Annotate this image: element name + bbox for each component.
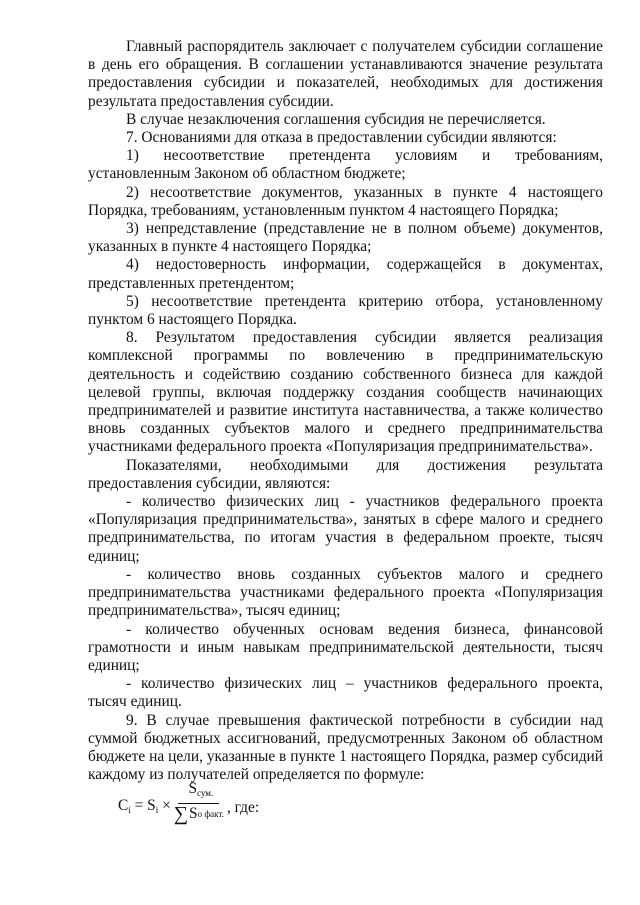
paragraph-refusal-grounds: 7. Основаниями для отказа в предоставлении субсидии являются: <box>126 129 557 147</box>
formula-lhs: $C_i = S_i$ × <box>118 796 171 815</box>
paragraph-no-agreement: В случае незаключения соглашения субсидия не перечисляется. <box>126 110 546 128</box>
subsidy-formula <box>118 780 260 829</box>
list-item-refusal-1: 1) несоответствие претендента условиям и требованиям, установленным Законом об областном бюджете; <box>88 147 603 183</box>
formula-denominator: ∑ S о факт. <box>173 803 224 825</box>
paragraph-indicators: Показателями, необходимыми для достижения результата предоставления субсидии, являются: <box>88 456 603 492</box>
list-item-refusal-5: 5) несоответствие претендента критерию отбора, установленному пунктом 6 настоящего Порядка. <box>88 292 603 329</box>
list-item-indicator-3: - количество обученных основам ведения бизнеса, финансовой грамотности и иным навыкам предпринимательской деятельности, тысяч единиц; <box>88 620 603 674</box>
paragraph-result: 8. Результатом предоставления субсидии является реализация комплексной программы по вовлечению в предпринимательскую деятельность и содействию созданию собственного бизнеса для каждой целевой группы, включая поддержку создания сообществ начинающих предпринимателей и развитие института наставничества, а также количество вновь созданных субъектов малого и среднего предпринимательства участниками федерального проекта «Популяризация предпринимательства». <box>88 329 603 456</box>
list-item-indicator-2: - количество вновь созданных субъектов малого и среднего предпринимательства участниками федерального проекта «Популяризация предпринимательства», тысяч единиц; <box>88 565 603 620</box>
formula-numerator: $S_{сум.}$ <box>178 780 219 804</box>
list-item-refusal-2: 2) несоответствие документов, указанных в пункте 4 настоящего Порядка, требованиям, установленным пунктом 4 настоящего Порядка; <box>88 183 603 219</box>
list-item-indicator-1: - количество физических лиц - участников федерального проекта «Популяризация предпринимательства», занятых в сфере малого и среднего предпринимательства, по итогам участия в федеральном проекте, тысяч единиц; <box>88 493 603 565</box>
list-item-refusal-4: 4) недостоверность информации, содержащейся в документах, представленных претендентом; <box>88 256 603 292</box>
paragraph-agreement: Главный распорядитель заключает с получателем субсидии соглашение в день его обращения. В соглашении устанавливаются значение результата предоставления субсидии и показателей, необходимых для достижения результата предоставления субсидии. <box>88 38 603 110</box>
list-item-refusal-3: 3) непредставление (представление не в полном объеме) документов, указанных в пункте 4 настоящего Порядка; <box>88 220 603 256</box>
body-text <box>88 38 603 784</box>
paragraph-excess-demand: 9. В случае превышения фактической потребности в субсидии над суммой бюджетных ассигнований, предусмотренных Законом об областном бюджете на цели, указанные в пункте 1 настоящего Порядка, размер субсидий каждому из получателей определяется по формуле: <box>88 711 603 784</box>
list-item-indicator-4: - количество физических лиц – участников федерального проекта, тысяч единиц. <box>88 675 603 711</box>
formula-fraction <box>174 780 224 823</box>
formula-suffix: , где: <box>226 798 260 816</box>
sum-symbol: ∑ <box>173 803 189 825</box>
